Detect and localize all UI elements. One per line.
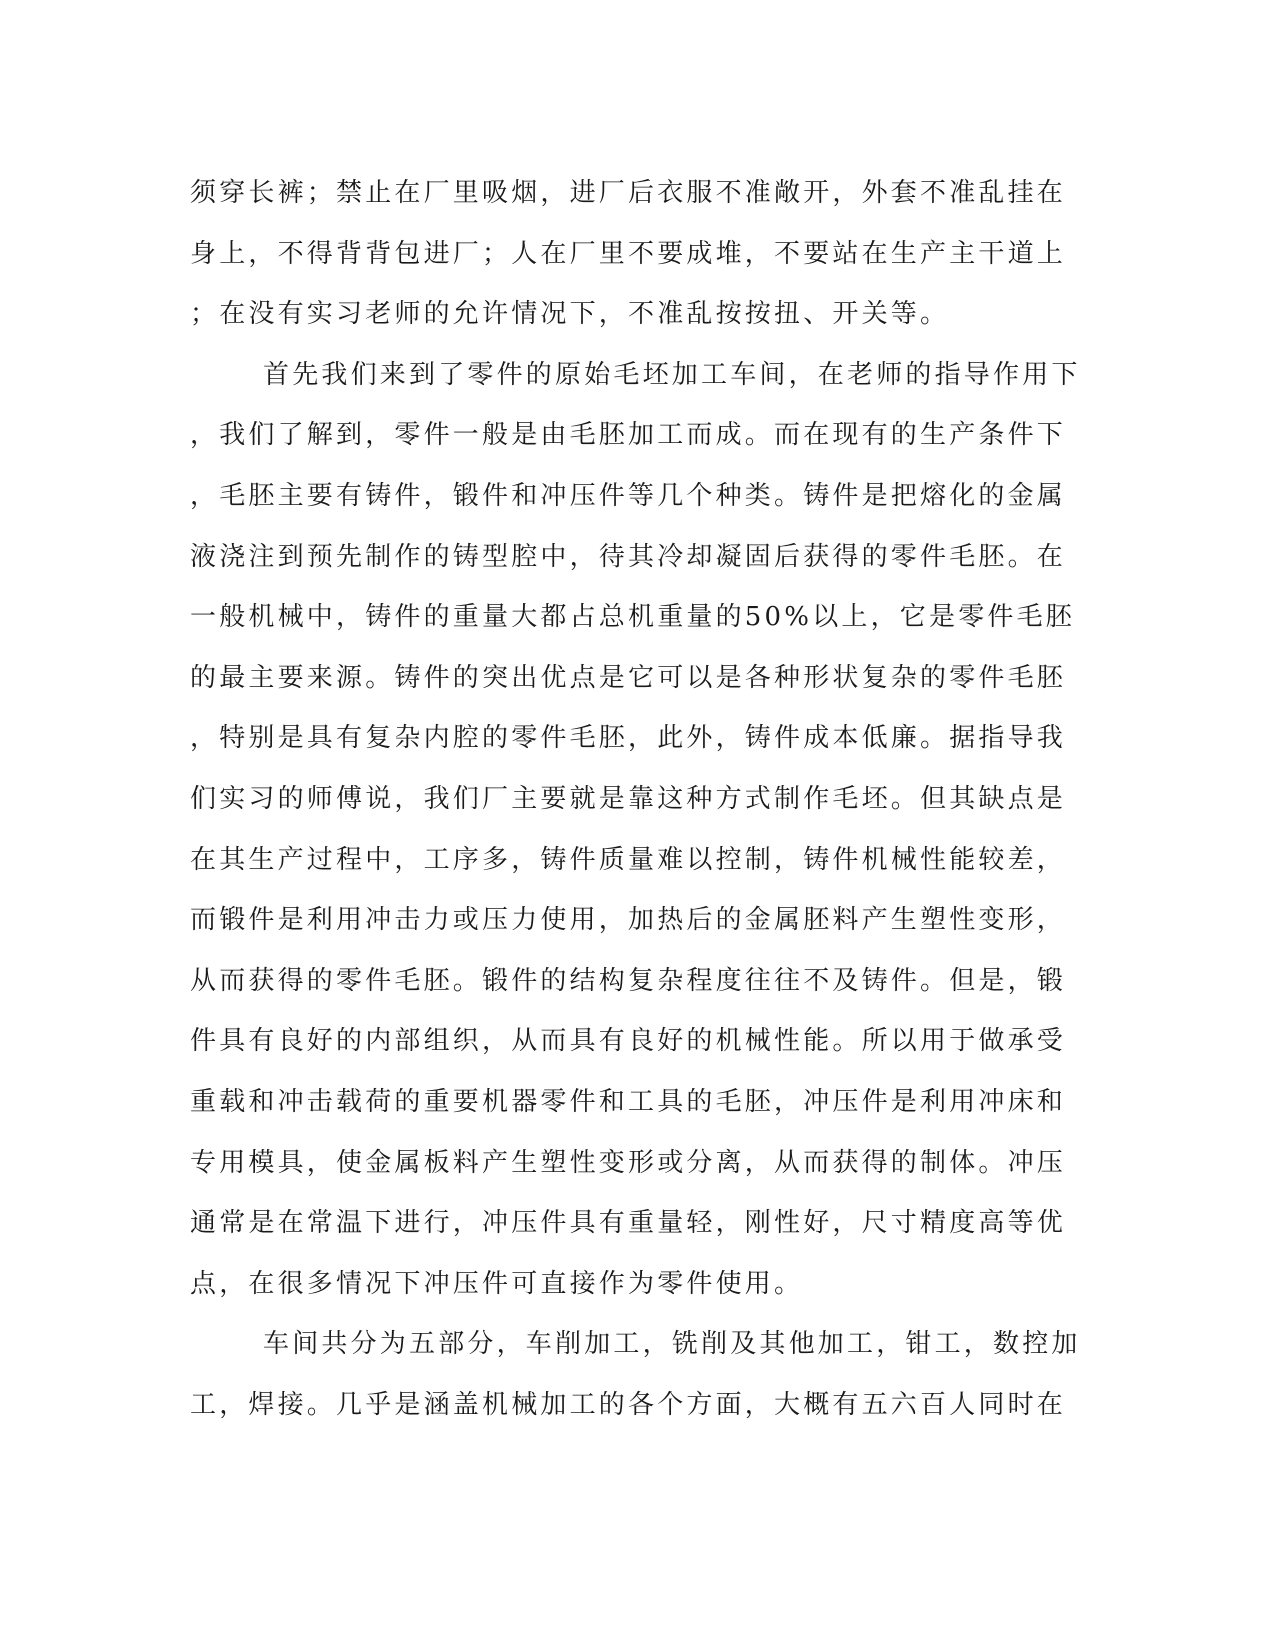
text-line: ，我们了解到，零件一般是由毛胚加工而成。而在现有的生产条件下: [190, 420, 1067, 451]
text-line: 首先我们来到了零件的原始毛坯加工车间，在老师的指导作用下: [263, 359, 1081, 390]
text-line: 点，在很多情况下冲压件可直接作为零件使用。: [190, 1268, 804, 1299]
text-line: 而锻件是利用冲击力或压力使用，加热后的金属胚料产生塑性变形，: [190, 905, 1067, 936]
text-line: 须穿长裤；禁止在厂里吸烟，进厂后衣服不准敞开，外套不准乱挂在: [190, 178, 1067, 208]
text-line: 车间共分为五部分，车削加工，铣削及其他加工，钳工，数控加: [263, 1329, 1081, 1360]
text-line: ，毛胚主要有铸件，锻件和冲压件等几个种类。铸件是把熔化的金属: [190, 480, 1067, 511]
paragraph-workshop-sections: [190, 1314, 1090, 1435]
paragraph-blank-workshop: [190, 345, 1090, 1315]
text-line: 专用模具，使金属板料产生塑性变形或分离，从而获得的制体。冲压: [190, 1147, 1067, 1178]
text-line: 液浇注到预先制作的铸型腔中，待其冷却凝固后获得的零件毛胚。在: [190, 541, 1067, 572]
text-line: 通常是在常温下进行，冲压件具有重量轻，刚性好，尺寸精度高等优: [190, 1208, 1067, 1239]
text-line: 们实习的师傅说，我们厂主要就是靠这种方式制作毛坯。但其缺点是: [190, 783, 1067, 814]
text-line: 的最主要来源。铸件的突出优点是它可以是各种形状复杂的零件毛胚: [190, 662, 1067, 693]
paragraph-safety-rules: [190, 163, 1090, 345]
body-text: [190, 163, 1090, 1435]
text-line: 一般机械中，铸件的重量大都占总机重量的50%以上，它是零件毛胚: [190, 602, 1075, 633]
text-line: 工，焊接。几乎是涵盖机械加工的各个方面，大概有五六百人同时在: [190, 1389, 1067, 1420]
text-line: ；在没有实习老师的允许情况下，不准乱按按扭、开关等。: [190, 299, 950, 330]
text-line: 身上，不得背背包进厂；人在厂里不要成堆，不要站在生产主干道上: [190, 238, 1067, 269]
text-line: 从而获得的零件毛胚。锻件的结构复杂程度往往不及铸件。但是，锻: [190, 965, 1067, 996]
text-line: 在其生产过程中，工序多，铸件质量难以控制，铸件机械性能较差，: [190, 844, 1067, 875]
text-line: 件具有良好的内部组织，从而具有良好的机械性能。所以用于做承受: [190, 1026, 1067, 1057]
text-line: 重载和冲击载荷的重要机器零件和工具的毛胚，冲压件是利用冲床和: [190, 1086, 1067, 1117]
text-line: ，特别是具有复杂内腔的零件毛胚，此外，铸件成本低廉。据指导我: [190, 723, 1067, 754]
